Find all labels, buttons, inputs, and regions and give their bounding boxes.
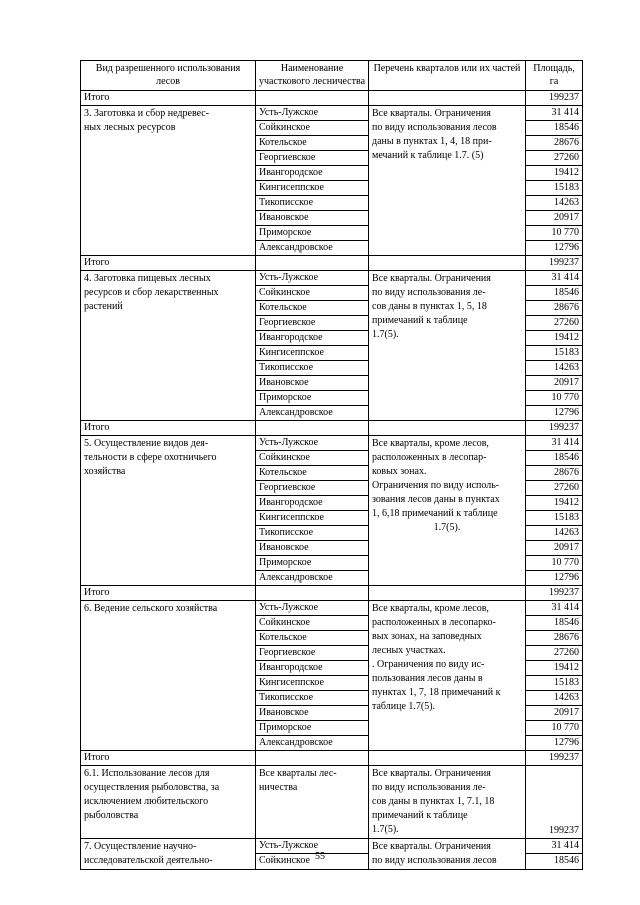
forestry-cell bbox=[256, 106, 369, 256]
quarters-text-line: расположенных в лесопарко- bbox=[372, 617, 496, 628]
forestry-name: Приморское bbox=[256, 556, 368, 571]
quarters-cell bbox=[369, 271, 526, 421]
header-use-type: Вид разрешенного использования лесов bbox=[81, 61, 256, 91]
total-label: Итого bbox=[81, 91, 256, 106]
area-value: 15183 bbox=[526, 346, 582, 361]
use-type-line: осуществления рыболовства, за bbox=[84, 782, 220, 793]
forestry-name: Приморское bbox=[256, 226, 368, 241]
forestry-name: Георгиевское bbox=[256, 316, 368, 331]
total-row bbox=[81, 256, 583, 271]
forestry-name: Тикописское bbox=[256, 196, 368, 211]
quarters-text-line: примечаний к таблице bbox=[372, 810, 468, 821]
quarters-text-line: 1.7(5). bbox=[372, 824, 399, 835]
forestry-cell bbox=[256, 436, 369, 586]
total-value: 199237 bbox=[526, 421, 583, 436]
area-value: 31 414 bbox=[526, 106, 582, 121]
area-value: 10 770 bbox=[526, 556, 582, 571]
total-label: Итого bbox=[81, 421, 256, 436]
section-row bbox=[81, 436, 583, 586]
area-value: 20917 bbox=[526, 211, 582, 226]
forestry-name: Александровское bbox=[259, 407, 333, 418]
forestry-cell bbox=[256, 271, 369, 421]
total-label: Итого bbox=[81, 586, 256, 601]
use-type-line: 4. Заготовка пищевых лесных bbox=[84, 273, 211, 284]
header-area: Площадь, га bbox=[526, 61, 583, 91]
use-type-line: исследовательской деятельно- bbox=[84, 855, 213, 866]
forestry-name: Георгиевское bbox=[256, 151, 368, 166]
total-value: 199237 bbox=[526, 586, 583, 601]
use-type-line: 3. Заготовка и сбор недревес- bbox=[84, 108, 210, 119]
forestry-name: Тикописское bbox=[256, 361, 368, 376]
forestry-text bbox=[256, 766, 368, 796]
quarters-text-line: Все кварталы, кроме лесов, bbox=[372, 438, 489, 449]
use-type-cell bbox=[81, 601, 256, 751]
total-value: 199237 bbox=[526, 91, 583, 106]
quarters-text-line: таблице 1.7(5). bbox=[372, 701, 436, 712]
quarters-text-line: Все кварталы. Ограничения bbox=[372, 273, 491, 284]
forestry-name: Котельское bbox=[256, 136, 368, 151]
quarters-text-line: расположенных в лесопар- bbox=[372, 452, 487, 463]
use-type bbox=[81, 766, 255, 824]
area-value: 19412 bbox=[526, 661, 582, 676]
forestry-name: Котельское bbox=[256, 631, 368, 646]
forestry-name: Георгиевское bbox=[256, 646, 368, 661]
forestry-name: Ивангородское bbox=[256, 661, 368, 676]
area-value: 20917 bbox=[526, 541, 582, 556]
quarters-text-line: по виду использования ле- bbox=[372, 287, 486, 298]
forestry-name: Приморское bbox=[256, 721, 368, 736]
quarters-text-line: примечаний к таблице bbox=[372, 315, 468, 326]
forestry-name: Ивангородское bbox=[256, 166, 368, 181]
section-row bbox=[81, 271, 583, 421]
table-container bbox=[80, 60, 582, 870]
area-value: 28676 bbox=[526, 301, 582, 316]
use-type-cell bbox=[81, 766, 256, 839]
area-value: 14263 bbox=[526, 691, 582, 706]
area-value: 28676 bbox=[526, 631, 582, 646]
use-type-cell bbox=[81, 106, 256, 256]
quarters-text-line: 1.7(5). bbox=[372, 329, 399, 340]
area-value: 12796 bbox=[554, 407, 579, 418]
forestry-cell bbox=[256, 766, 369, 839]
area-cell bbox=[526, 271, 583, 421]
area-value: 12796 bbox=[554, 572, 579, 583]
area-value: 31 414 bbox=[526, 436, 582, 451]
area-value: 18546 bbox=[526, 451, 582, 466]
quarters-text-line: пользования лесов даны в bbox=[372, 673, 483, 684]
total-row bbox=[81, 421, 583, 436]
use-type bbox=[81, 601, 255, 617]
forestry-name: Ивановское bbox=[256, 706, 368, 721]
total-row bbox=[81, 751, 583, 766]
area-value: 18546 bbox=[526, 616, 582, 631]
quarters-text bbox=[369, 436, 525, 536]
quarters-text bbox=[369, 766, 525, 838]
forestry-name: Кингисеппское bbox=[256, 511, 368, 526]
forestry-name: Сойкинское bbox=[256, 616, 368, 631]
use-type-cell bbox=[81, 271, 256, 421]
quarters-text-line: мечаний к таблице 1.7. (5) bbox=[372, 150, 484, 161]
area-value: 15183 bbox=[526, 511, 582, 526]
forestry-name: Ивангородское bbox=[256, 496, 368, 511]
total-row bbox=[81, 586, 583, 601]
forestry-name: Сойкинское bbox=[256, 286, 368, 301]
area-cell bbox=[526, 766, 583, 839]
quarters-text-line: по виду использования лесов bbox=[372, 855, 497, 866]
quarters-text-line: по виду использования лесов bbox=[372, 122, 497, 133]
area-value: 19412 bbox=[526, 166, 582, 181]
area-value: 31 414 bbox=[526, 271, 582, 286]
forestry-name: Александровское bbox=[259, 737, 333, 748]
quarters-text-line: сов даны в пунктах 1, 5, 18 bbox=[372, 301, 487, 312]
forestry-cell bbox=[256, 601, 369, 751]
use-type-line: ных лесных ресурсов bbox=[84, 122, 176, 133]
area-value: 15183 bbox=[526, 181, 582, 196]
quarters-text-line: зования лесов даны в пунктах bbox=[372, 494, 500, 505]
use-type-line: тельности в сфере охотничьего bbox=[84, 452, 217, 463]
forest-use-table bbox=[80, 60, 583, 870]
use-type bbox=[81, 436, 255, 480]
total-label: Итого bbox=[81, 751, 256, 766]
quarters-text-line: вых зонах, на заповедных bbox=[372, 631, 482, 642]
use-type-line: ресурсов и сбор лекарственных bbox=[84, 287, 219, 298]
forestry-name: Тикописское bbox=[256, 691, 368, 706]
use-type-line: 6. Ведение сельского хозяйства bbox=[84, 603, 218, 614]
quarters-text-line: Все кварталы. Ограничения bbox=[372, 768, 491, 779]
use-type bbox=[81, 106, 255, 136]
quarters-text-line: лесных участках. bbox=[372, 645, 446, 656]
forestry-text-line: Все кварталы лес- bbox=[259, 768, 337, 779]
quarters-text-line: по виду использования ле- bbox=[372, 782, 486, 793]
forestry-name: Александровское bbox=[259, 572, 333, 583]
forestry-name: Ивангородское bbox=[256, 331, 368, 346]
area-cell bbox=[526, 106, 583, 256]
forestry-name: Сойкинское bbox=[256, 121, 368, 136]
area-value: 31 414 bbox=[526, 839, 582, 854]
quarters-cell bbox=[369, 436, 526, 586]
use-type-line: 7. Осуществление научно- bbox=[84, 841, 197, 852]
use-type-line: растений bbox=[84, 301, 123, 312]
quarters-text bbox=[369, 106, 525, 164]
forestry-name: Усть-Лужское bbox=[256, 601, 368, 616]
area-value: 18546 bbox=[526, 121, 582, 136]
forestry-name: Усть-Лужское bbox=[256, 436, 368, 451]
quarters-text bbox=[369, 601, 525, 715]
header-quarters: Перечень кварталов или их частей bbox=[369, 61, 526, 91]
section-row bbox=[81, 601, 583, 751]
area-value: 12796 bbox=[554, 737, 579, 748]
area-value: 10 770 bbox=[526, 721, 582, 736]
quarters-text-line: 1, 6,18 примечаний к таблице bbox=[372, 508, 498, 519]
quarters-text-line: 1.7(5). bbox=[433, 522, 461, 533]
area-value: 20917 bbox=[526, 706, 582, 721]
forestry-name: Ивановское bbox=[256, 211, 368, 226]
forestry-name: Ивановское bbox=[256, 541, 368, 556]
page-number: 55 bbox=[315, 851, 325, 862]
area-value: 20917 bbox=[526, 376, 582, 391]
quarters-cell bbox=[369, 766, 526, 839]
forestry-name: Ивановское bbox=[256, 376, 368, 391]
area-value: 27260 bbox=[526, 646, 582, 661]
quarters-text-line: Ограничения по виду исполь- bbox=[372, 480, 500, 491]
area-value: 10 770 bbox=[526, 391, 582, 406]
area-value: 18546 bbox=[526, 286, 582, 301]
use-type-line: рыболовства bbox=[84, 810, 139, 821]
header-forestry: Наименование участкового лесничества bbox=[256, 61, 369, 91]
forestry-name: Кингисеппское bbox=[256, 346, 368, 361]
total-value: 199237 bbox=[526, 256, 583, 271]
forestry-name: Усть-Лужское bbox=[256, 106, 368, 121]
area-value: 14263 bbox=[526, 361, 582, 376]
quarters-cell bbox=[369, 106, 526, 256]
use-type-line: 5. Осуществление видов дея- bbox=[84, 438, 209, 449]
section-row bbox=[81, 766, 583, 839]
forestry-name: Тикописское bbox=[256, 526, 368, 541]
area-value: 10 770 bbox=[526, 226, 582, 241]
area-value: 27260 bbox=[526, 151, 582, 166]
total-value: 199237 bbox=[526, 751, 583, 766]
quarters-text-line: даны в пунктах 1, 4, 18 при- bbox=[372, 136, 492, 147]
area-value: 15183 bbox=[526, 676, 582, 691]
area-value: 19412 bbox=[526, 331, 582, 346]
area-cell bbox=[526, 601, 583, 751]
forestry-name: Александровское bbox=[259, 242, 333, 253]
forestry-name: Георгиевское bbox=[256, 481, 368, 496]
area-value: 12796 bbox=[554, 242, 579, 253]
use-type-line: 6.1. Использование лесов для bbox=[84, 768, 210, 779]
quarters-text-line: Все кварталы. Ограничения bbox=[372, 841, 491, 852]
area-value: 27260 bbox=[526, 481, 582, 496]
forestry-name: Котельское bbox=[256, 466, 368, 481]
table-header-row bbox=[81, 61, 583, 91]
area-value: 14263 bbox=[526, 196, 582, 211]
forestry-name: Приморское bbox=[256, 391, 368, 406]
use-type-line: хозяйства bbox=[84, 466, 126, 477]
quarters-text-line: сов даны в пунктах 1, 7.1, 18 bbox=[372, 796, 495, 807]
quarters-cell bbox=[369, 601, 526, 751]
area-value: 18546 bbox=[554, 855, 579, 866]
quarters-text-line: Все кварталы. Ограничения bbox=[372, 108, 491, 119]
forestry-text-line: ничества bbox=[259, 782, 298, 793]
forestry-name: Усть-Лужское bbox=[256, 271, 368, 286]
forestry-name: Котельское bbox=[256, 301, 368, 316]
quarters-text-line: . Ограничения по виду ис- bbox=[372, 659, 485, 670]
area-value: 31 414 bbox=[526, 601, 582, 616]
forestry-name: Усть-Лужское bbox=[256, 839, 368, 854]
use-type-cell bbox=[81, 436, 256, 586]
area-value: 27260 bbox=[526, 316, 582, 331]
forestry-name: Кингисеппское bbox=[256, 181, 368, 196]
area-value: 199237 bbox=[549, 825, 579, 836]
total-row bbox=[81, 91, 583, 106]
use-type bbox=[81, 271, 255, 315]
area-value: 28676 bbox=[526, 136, 582, 151]
quarters-text bbox=[369, 271, 525, 343]
quarters-text-line: пунктах 1, 7, 18 примечаний к bbox=[372, 687, 501, 698]
section-row bbox=[81, 106, 583, 256]
use-type-line: исключением любительского bbox=[84, 796, 209, 807]
forestry-name: Сойкинское bbox=[259, 855, 310, 866]
forestry-name: Сойкинское bbox=[256, 451, 368, 466]
total-label: Итого bbox=[81, 256, 256, 271]
area-cell bbox=[526, 436, 583, 586]
area-value: 28676 bbox=[526, 466, 582, 481]
quarters-text-line: Все кварталы, кроме лесов, bbox=[372, 603, 489, 614]
forestry-name: Кингисеппское bbox=[256, 676, 368, 691]
area-value: 14263 bbox=[526, 526, 582, 541]
area-value: 19412 bbox=[526, 496, 582, 511]
quarters-text-line: ковых зонах. bbox=[372, 466, 427, 477]
